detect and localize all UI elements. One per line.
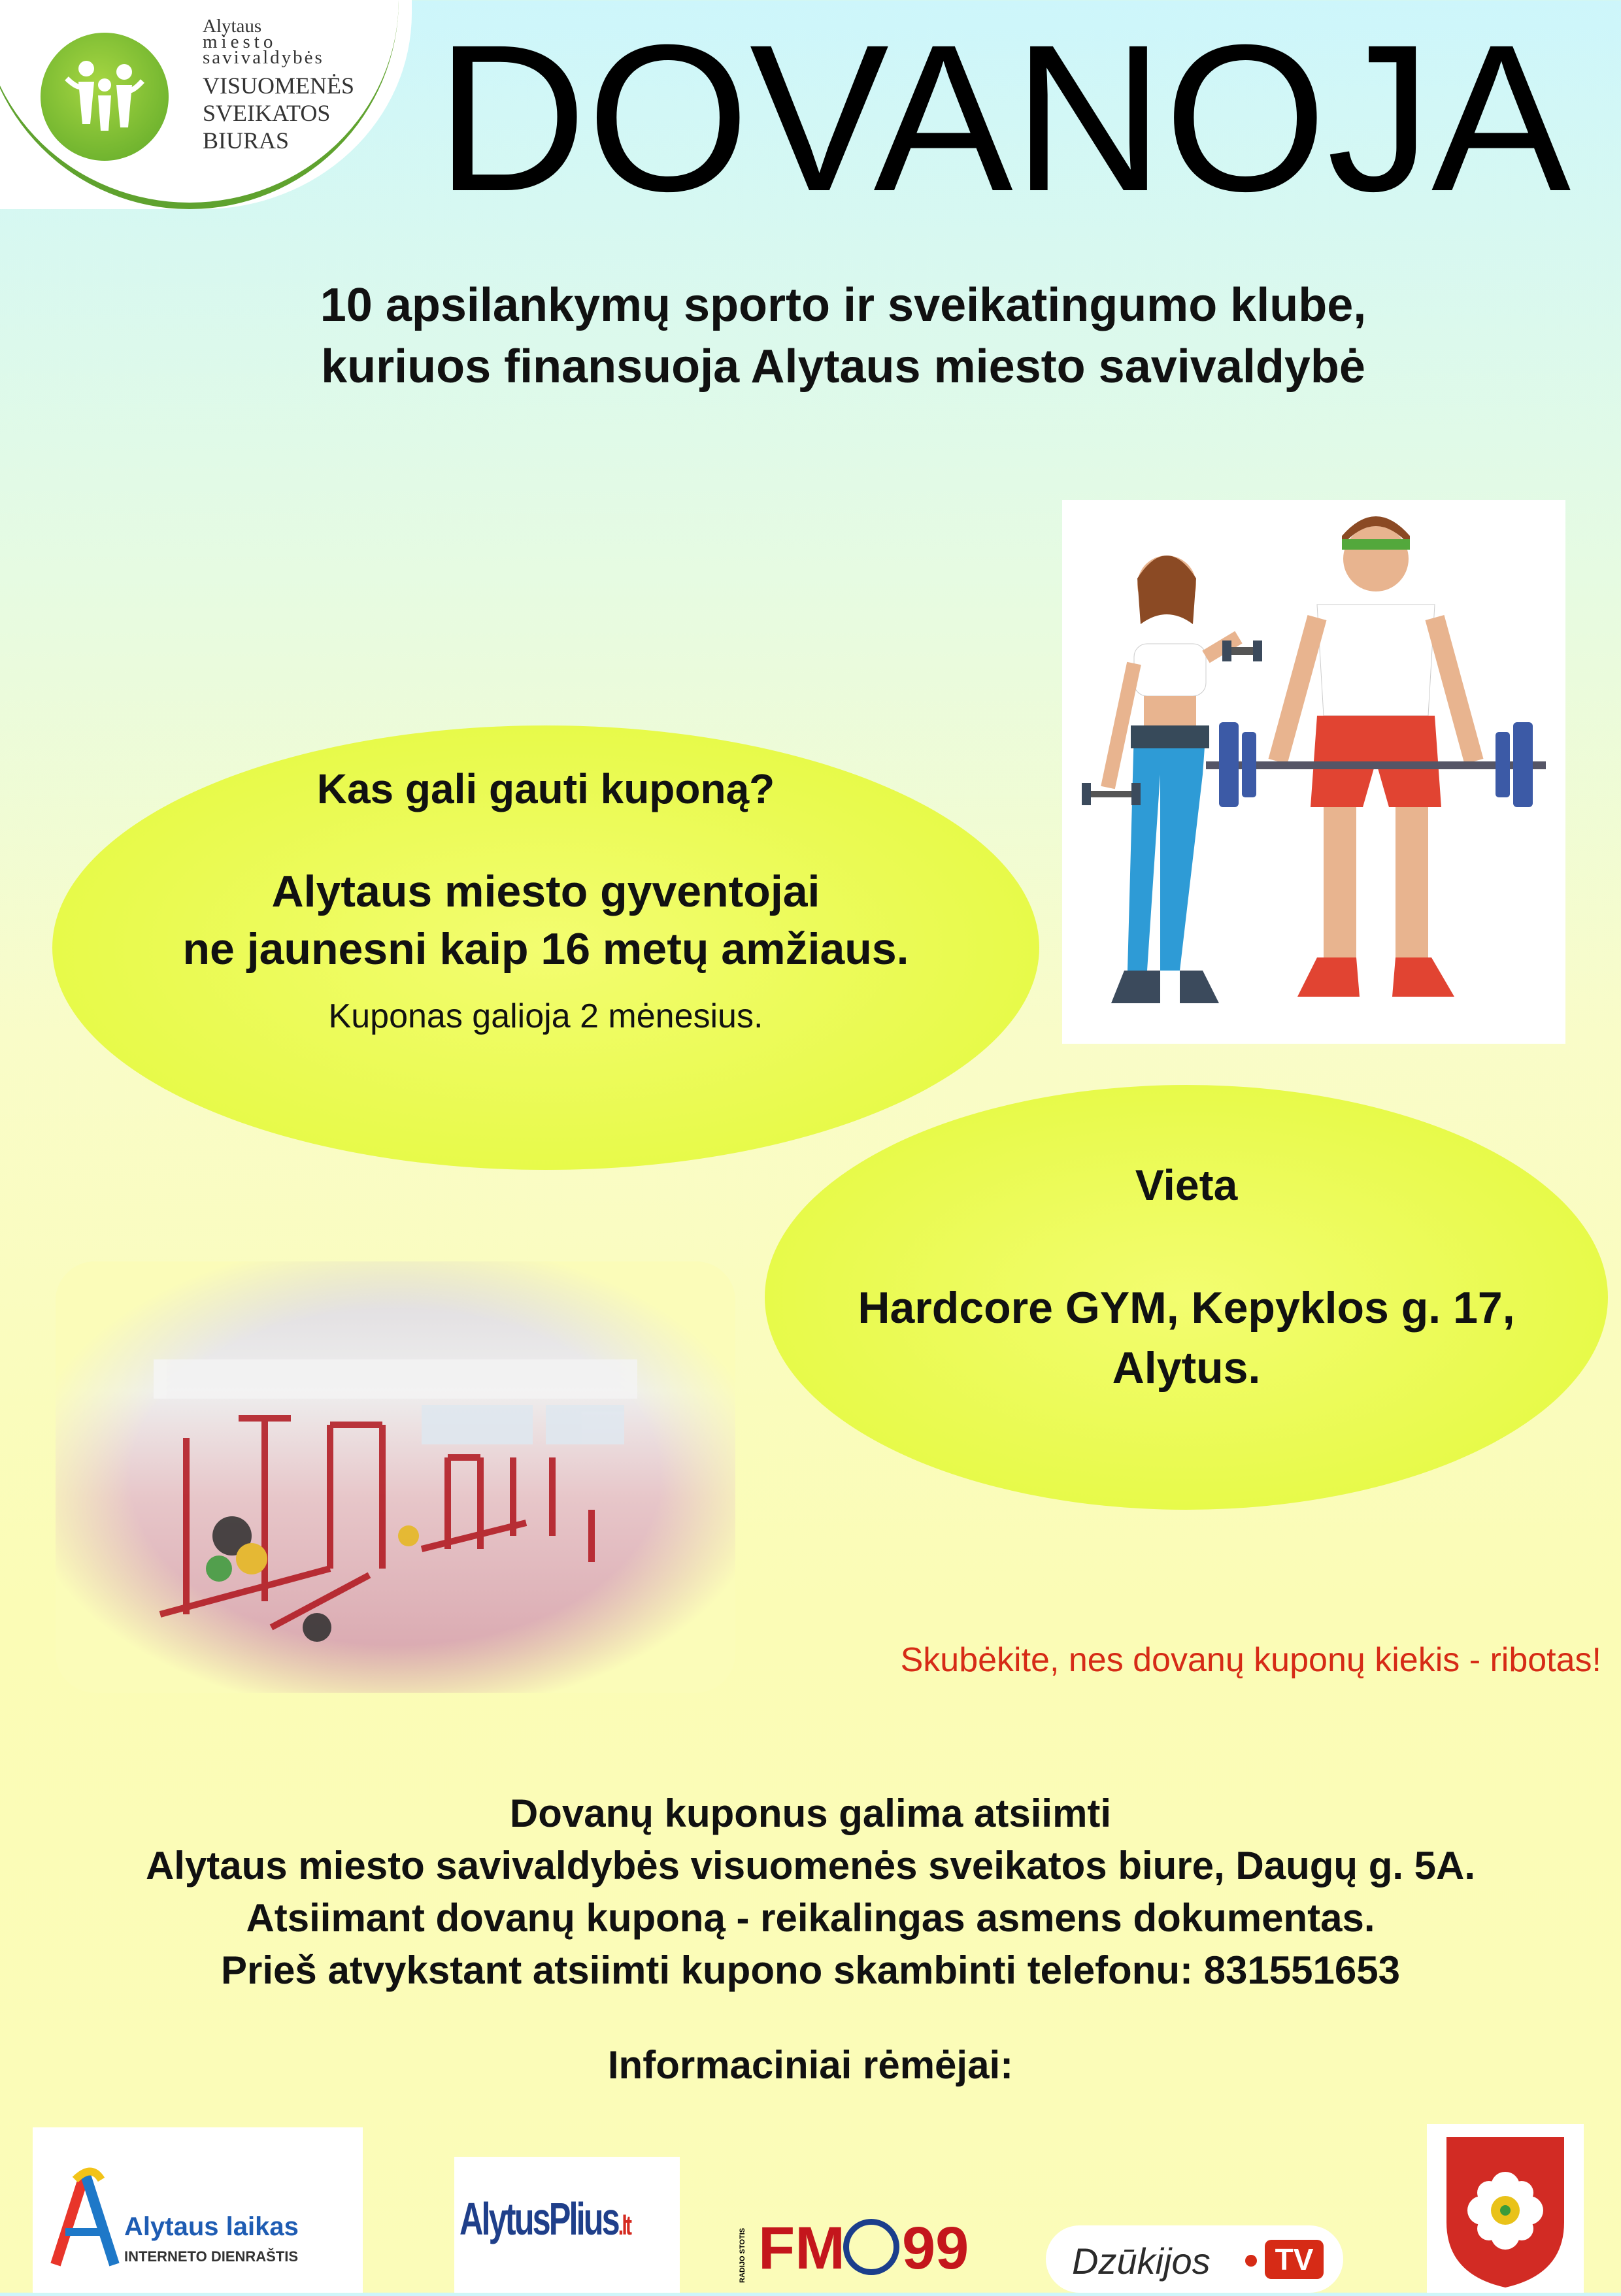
fm99-logo <box>739 2212 994 2284</box>
fitness-couple-illustration <box>1062 500 1565 1044</box>
alytaus-laikas-name: Alytaus laikas <box>124 2212 299 2241</box>
alytus-plius-name: AlytusPlius.lt <box>460 2193 631 2244</box>
eligibility-answer: Alytaus miesto gyventojai ne jaunesni kaip 16 metų amžiaus. <box>182 867 909 974</box>
globe-icon <box>843 2219 899 2275</box>
vsb-logo <box>0 0 412 209</box>
page-title: DOVANOJA <box>435 1 1571 235</box>
logo-emblem <box>41 33 169 161</box>
rose-shield-icon <box>1427 2124 1584 2293</box>
people-icon <box>41 33 169 161</box>
fm99-number: 99 <box>902 2215 969 2282</box>
gym-equipment-icon <box>56 1261 735 1693</box>
weightlifting-icon <box>1062 500 1565 1044</box>
coupon-validity: Kuponas galioja 2 mėnesius. <box>328 997 763 1035</box>
urgency-notice: Skubėkite, nes dovanų kuponų kiekis - ribotas! <box>900 1641 1601 1679</box>
pickup-info: Dovanų kuponus galima atsiimti Alytaus miesto savivaldybės visuomenės sveikatos biure, Daugų g. 5A. Atsiimant dovanų kuponą - reikalingas asmens dokumentas. Prieš atvykstant atsiimti kupono skambinti telefonu: 831551653 <box>145 1791 1476 1992</box>
location-address: Hardcore GYM, Kepyklos g. 17, Alytus. <box>858 1283 1515 1393</box>
dot-icon <box>1245 2255 1257 2267</box>
alytus-coat-of-arms <box>1427 2124 1584 2293</box>
logo-big-text: VISUOMENĖS SVEIKATOS BIURAS <box>203 73 355 154</box>
sponsors-label: Informaciniai rėmėjai: <box>607 2043 1014 2087</box>
subtitle: 10 apsilankymų sporto ir sveikatingumo klube, kuriuos finansuoja Alytaus miesto savivaldybė <box>320 279 1367 393</box>
eligibility-question: Kas gali gauti kuponą? <box>316 765 775 812</box>
alytaus-laikas-tagline: INTERNETO DIENRAŠTIS <box>124 2248 299 2265</box>
location-label: Vieta <box>1135 1161 1238 1209</box>
alytus-plius-logo <box>454 2157 680 2293</box>
fm99-prefix: RADIJO STOTIS <box>739 2227 746 2283</box>
alytaus-laikas-logo <box>33 2127 363 2293</box>
logo-small-text: Alytaus miesto savivaldybės <box>203 16 324 68</box>
gym-interior-photo <box>56 1261 735 1693</box>
tv-badge: TV <box>1265 2240 1324 2279</box>
a-letter-icon <box>46 2167 124 2271</box>
dzukijos-tv-logo <box>1046 2225 1343 2293</box>
fm99-name: FM <box>758 2215 845 2282</box>
dzukijos-name: Dzūkijos <box>1072 2240 1211 2282</box>
